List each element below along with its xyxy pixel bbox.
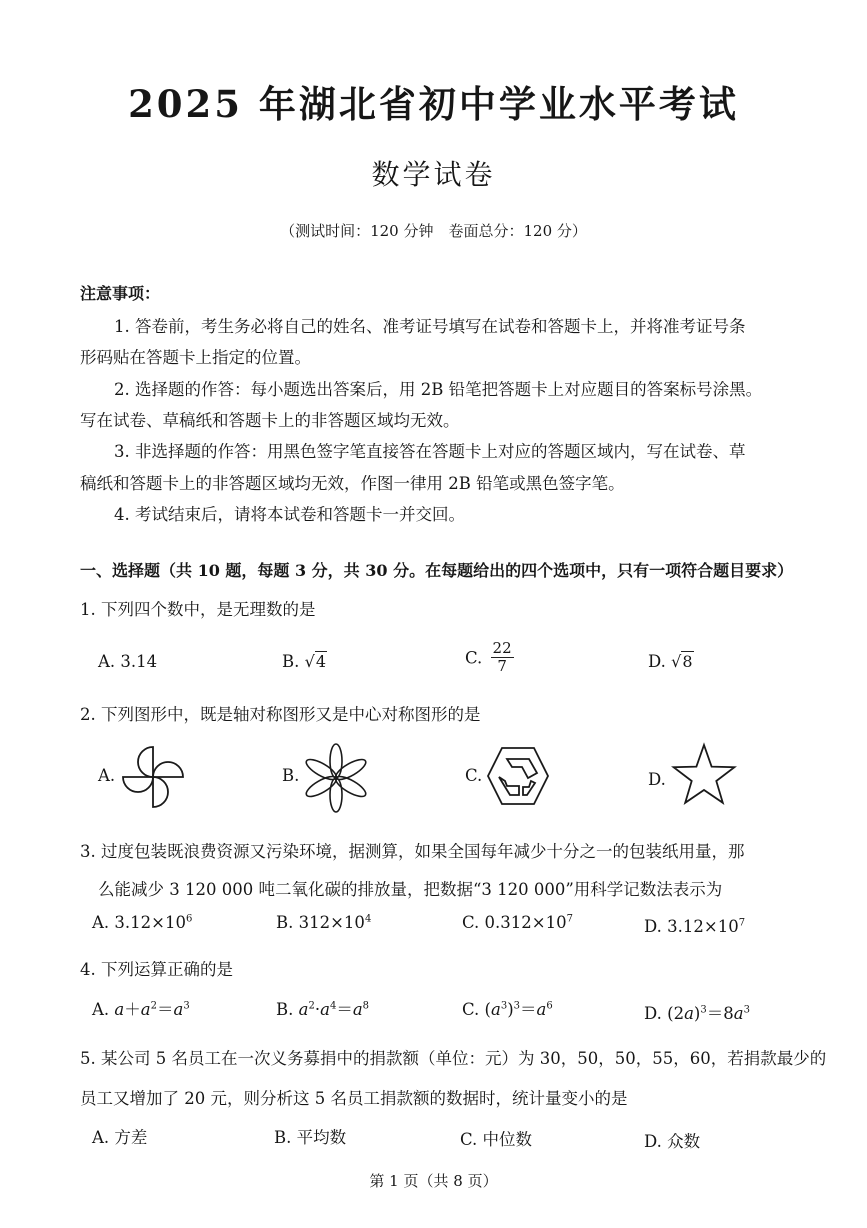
exam-title: 2025 年湖北省初中学业水平考试: [128, 82, 739, 126]
q4-option-d: D. $(2a)^3=8a^3$: [644, 1004, 750, 1023]
page-number: 第 1 页（共 8 页）: [369, 1172, 498, 1190]
question-5-stem-line2: 员工又增加了 20 元，则分析这 5 名员工捐款额的数据时，统计量变小的是: [80, 1089, 628, 1108]
q3-option-c-text: C. 0.312×10: [462, 913, 567, 932]
fraction-denominator: 7: [497, 657, 507, 676]
q4-option-b: B. $a^2\cdot a^4=a^8$: [276, 1000, 370, 1019]
q3-option-b-exponent: 4: [364, 913, 372, 925]
notice-line: 1. 答卷前，考生务必将自己的姓名、准考证号填写在试卷和答题卡上，并将准考证号条: [114, 317, 746, 336]
question-3-stem-line2: 么能减少 3 120 000 吨二氧化碳的排放量，把数据“3 120 000”用科学记数法表示为: [98, 880, 723, 899]
sqrt-symbol: √8: [671, 652, 693, 671]
q5-option-b: B. 平均数: [274, 1128, 347, 1147]
q3-option-b: [276, 913, 371, 932]
q3-option-b-text: B. 312×10: [276, 913, 365, 932]
question-3-stem-line1: 3. 过度包装既浪费资源又污染环境，据测算，如果全国每年减少十分之一的包装纸用量，那: [80, 842, 745, 861]
q1-option-c-label: C.: [465, 648, 483, 668]
q1-b-radicand: 4: [315, 652, 327, 671]
q3-option-d: [644, 917, 745, 936]
six-petal-flower-figure: [300, 742, 372, 814]
fraction: [491, 640, 514, 676]
q3-option-a: [92, 913, 192, 932]
notice-line: 2. 选择题的作答：每小题选出答案后，用 2B 铅笔把答题卡上对应题目的答案标号涂黑。: [114, 380, 763, 399]
pinwheel-figure: [118, 742, 188, 812]
q3-option-d-text: D. 3.12×10: [644, 917, 739, 936]
q3-option-d-exponent: 7: [738, 917, 746, 929]
recycle-hexagon-figure: [485, 745, 551, 807]
q2-option-a-label: A.: [98, 766, 116, 785]
q1-option-d-label: D.: [648, 652, 666, 671]
q5-option-d: D. 众数: [644, 1132, 701, 1151]
q1-d-radicand: 8: [682, 652, 693, 671]
five-pointed-star-figure: [670, 742, 738, 810]
question-2-stem: 2. 下列图形中，既是轴对称图形又是中心对称图形的是: [80, 705, 481, 724]
notice-heading: 注意事项：: [80, 284, 161, 303]
q1-option-a: A. 3.14: [98, 652, 158, 671]
notice-line: 稿纸和答题卡上的非答题区域均无效，作图一律用 2B 铅笔或黑色签字笔。: [80, 474, 625, 493]
q3-option-a-text: A. 3.12×10: [92, 913, 186, 932]
q1-option-c: [465, 640, 514, 676]
q5-option-a: A. 方差: [92, 1128, 148, 1147]
notice-line: 3. 非选择题的作答：用黑色签字笔直接答在答题卡上对应的答题区域内，写在试卷、草: [114, 442, 746, 461]
q2-option-c-label: C.: [465, 766, 483, 785]
question-4-stem: 4. 下列运算正确的是: [80, 960, 233, 979]
q5-option-c: C. 中位数: [460, 1130, 533, 1149]
q3-option-c-exponent: 7: [566, 913, 573, 925]
q1-option-b-label: B.: [282, 652, 300, 671]
notice-line: 4. 考试结束后，请将本试卷和答题卡一并交回。: [114, 505, 465, 524]
notice-line: 形码贴在答题卡上指定的位置。: [80, 348, 311, 367]
exam-meta: （测试时间：120 分钟 卷面总分：120 分）: [280, 222, 587, 240]
q1-option-d: [648, 652, 694, 671]
q2-option-b-label: B.: [282, 766, 300, 785]
section-heading: 一、选择题（共 10 题，每题 3 分，共 30 分。在每题给出的四个选项中，只有一项符合题目要求）: [80, 561, 794, 580]
exam-subtitle: 数学试卷: [371, 158, 496, 191]
question-1-stem: 1. 下列四个数中，是无理数的是: [80, 600, 316, 619]
q4-option-a: A. $a+a^2=a^3$: [92, 1000, 190, 1019]
q4-option-c: C. $(a^3)^3=a^6$: [462, 1000, 553, 1019]
sqrt-symbol: √4: [304, 652, 327, 671]
q3-option-a-exponent: 6: [185, 913, 193, 925]
q3-option-c: [462, 913, 573, 932]
q1-option-b: [282, 652, 327, 671]
notice-line: 写在试卷、草稿纸和答题卡上的非答题区域均无效。: [80, 411, 460, 430]
fraction-numerator: 22: [492, 639, 512, 657]
q2-option-d-label: D.: [648, 770, 666, 789]
question-5-stem-line1: 5. 某公司 5 名员工在一次义务募捐中的捐款额（单位：元）为 30，50，50，55，60，若捐款最少的: [80, 1049, 827, 1068]
